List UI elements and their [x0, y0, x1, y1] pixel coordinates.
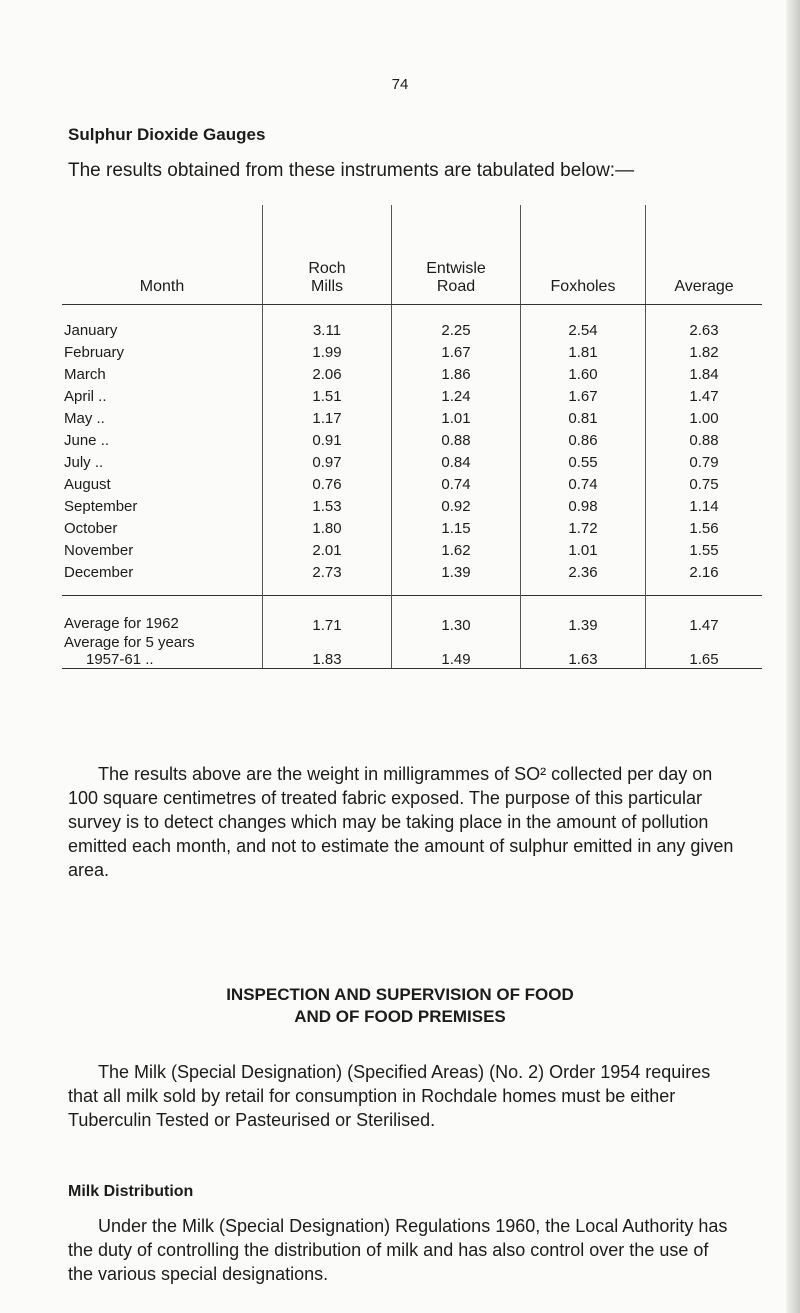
- value-cell: 1.62: [392, 539, 521, 561]
- value-cell: 2.25: [392, 305, 521, 342]
- summary-label: Average for 5 years: [64, 634, 195, 651]
- value-cell: 0.55: [521, 451, 646, 473]
- value-cell: 0.91: [263, 429, 392, 451]
- month-cell: October: [64, 519, 118, 537]
- table-row: [62, 473, 762, 495]
- section-title: Sulphur Dioxide Gauges: [68, 125, 266, 144]
- table-row: [62, 385, 762, 407]
- value-cell: 1.67: [521, 385, 646, 407]
- summary-value-cell: 1.47: [646, 596, 763, 635]
- value-cell: 1.56: [646, 517, 763, 539]
- header-average: Average: [646, 205, 763, 305]
- value-cell: 0.76: [263, 473, 392, 495]
- value-cell: 1.47: [646, 385, 763, 407]
- month-cell: February: [64, 343, 125, 361]
- value-cell: 1.01: [521, 539, 646, 561]
- summary-value-cell: 1.30: [392, 596, 521, 635]
- month-cell: March: [64, 365, 106, 383]
- summary-label-line2: 1957-61 ..: [86, 651, 154, 668]
- inspection-heading-line1: INSPECTION AND SUPERVISION OF FOOD: [226, 985, 574, 1004]
- month-cell: April ..: [64, 387, 107, 405]
- value-cell: 1.55: [646, 539, 763, 561]
- table-row: [62, 451, 762, 473]
- value-cell: 1.72: [521, 517, 646, 539]
- month-cell: December: [64, 563, 134, 581]
- value-cell: 2.36: [521, 561, 646, 596]
- value-cell: 2.06: [263, 363, 392, 385]
- value-cell: 1.39: [392, 561, 521, 596]
- table-row: [62, 305, 762, 342]
- header-month: Month: [62, 205, 263, 305]
- inspection-heading-line2: AND OF FOOD PREMISES: [294, 1007, 506, 1026]
- table-row: [62, 495, 762, 517]
- month-cell: September: [64, 497, 138, 515]
- value-cell: 1.15: [392, 517, 521, 539]
- page-edge-shadow: [786, 0, 800, 1313]
- value-cell: 1.99: [263, 341, 392, 363]
- value-cell: 1.24: [392, 385, 521, 407]
- table-row: [62, 539, 762, 561]
- header-roch-mills: Roch Mills: [263, 205, 392, 305]
- value-cell: 0.84: [392, 451, 521, 473]
- value-cell: 1.67: [392, 341, 521, 363]
- value-cell: 1.82: [646, 341, 763, 363]
- value-cell: 1.01: [392, 407, 521, 429]
- table-header-row: [62, 205, 762, 305]
- value-cell: 0.74: [521, 473, 646, 495]
- value-cell: 2.63: [646, 305, 763, 342]
- value-cell: 1.17: [263, 407, 392, 429]
- table-row: [62, 561, 762, 596]
- value-cell: 1.53: [263, 495, 392, 517]
- milk-distribution-paragraph: Under the Milk (Special Designation) Regulations 1960, the Local Authority has the duty of controlling the distribution of milk and has also control over the use of the various special designations.: [68, 1216, 728, 1284]
- summary-value-cell: 1.65: [646, 634, 763, 669]
- month-cell: August: [64, 475, 111, 493]
- value-cell: 1.51: [263, 385, 392, 407]
- value-cell: 0.86: [521, 429, 646, 451]
- header-foxholes: Foxholes: [521, 205, 646, 305]
- summary-value-cell: 1.63: [521, 634, 646, 669]
- summary-value-cell: 1.71: [263, 596, 392, 635]
- value-cell: 1.00: [646, 407, 763, 429]
- sulphur-dioxide-table: [62, 205, 762, 669]
- summary-value-cell: 1.49: [392, 634, 521, 669]
- summary-value-cell: 1.83: [263, 634, 392, 669]
- intro-text: The results obtained from these instruments are tabulated below:—: [68, 160, 635, 181]
- summary-label-cell: [62, 596, 263, 635]
- value-cell: 0.92: [392, 495, 521, 517]
- table-row: [62, 341, 762, 363]
- summary-row: [62, 596, 762, 635]
- value-cell: 0.81: [521, 407, 646, 429]
- month-cell: January: [64, 321, 118, 339]
- value-cell: 2.73: [263, 561, 392, 596]
- inspection-heading: [0, 984, 800, 1028]
- table-row: [62, 429, 762, 451]
- month-cell: November: [64, 541, 134, 559]
- value-cell: 0.75: [646, 473, 763, 495]
- value-cell: 0.79: [646, 451, 763, 473]
- value-cell: 1.86: [392, 363, 521, 385]
- milk-distribution-heading: Milk Distribution: [68, 1183, 194, 1200]
- value-cell: 0.88: [646, 429, 763, 451]
- table-row: [62, 363, 762, 385]
- value-cell: 1.14: [646, 495, 763, 517]
- header-entwisle-road: Entwisle Road: [392, 205, 521, 305]
- value-cell: 1.84: [646, 363, 763, 385]
- table-row: [62, 517, 762, 539]
- table-row: [62, 407, 762, 429]
- value-cell: 0.74: [392, 473, 521, 495]
- month-cell: May ..: [64, 409, 105, 427]
- page-number: 74: [391, 76, 409, 93]
- value-cell: 1.81: [521, 341, 646, 363]
- value-cell: 2.01: [263, 539, 392, 561]
- month-cell: June ..: [64, 431, 110, 449]
- value-cell: 2.54: [521, 305, 646, 342]
- value-cell: 1.60: [521, 363, 646, 385]
- summary-row: [62, 634, 762, 669]
- value-cell: 1.80: [263, 517, 392, 539]
- value-cell: 0.97: [263, 451, 392, 473]
- value-cell: 0.88: [392, 429, 521, 451]
- results-paragraph: The results above are the weight in milligrammes of SO² collected per day on 100 square centimetres of treated fabric exposed. The purpose of this particular survey is to detect changes which may be taking place in the amount of pollution emitted each month, and not to estimate the amount of sulphur emitted in any given area.: [68, 764, 734, 880]
- value-cell: 3.11: [263, 305, 392, 342]
- value-cell: 2.16: [646, 561, 763, 596]
- summary-label-cell: [62, 634, 263, 669]
- month-cell: July ..: [64, 453, 104, 471]
- value-cell: 0.98: [521, 495, 646, 517]
- order-paragraph: The Milk (Special Designation) (Specified Areas) (No. 2) Order 1954 requires that all milk sold by retail for consumption in Rochdale homes must be either Tuberculin Tested or Pasteurised or Sterilised.: [68, 1062, 711, 1130]
- summary-label: Average for 1962: [64, 614, 179, 632]
- summary-value-cell: 1.39: [521, 596, 646, 635]
